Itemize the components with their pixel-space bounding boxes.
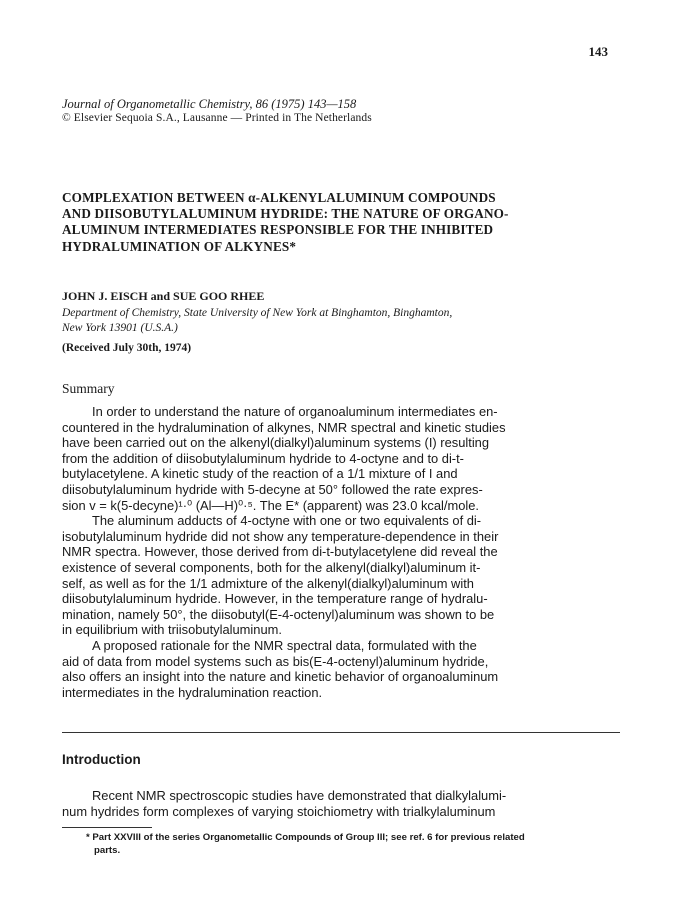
title-line: HYDRALUMINATION OF ALKYNES* <box>62 238 297 254</box>
affiliation-line: Department of Chemistry, State University of New York at Binghamton, Binghamton, <box>62 307 453 319</box>
text-line: diisobutylaluminum hydride with 5-decyne at 50° followed the rate expres- <box>62 481 483 497</box>
text-line: existence of several components, both for the alkenyl(dialkyl)aluminum it- <box>62 559 481 575</box>
page-number: 143 <box>588 44 608 59</box>
introduction-heading: Introduction <box>62 752 141 767</box>
summary-body <box>62 404 622 700</box>
received-date: (Received July 30th, 1974) <box>62 342 192 354</box>
footnote-line: parts. <box>94 844 121 856</box>
affiliation <box>62 306 452 336</box>
article-title <box>62 190 622 255</box>
text-line: A proposed rationale for the NMR spectral data, formulated with the <box>92 637 477 653</box>
text-line: countered in the hydralumination of alkynes, NMR spectral and kinetic studies <box>62 419 506 435</box>
journal-citation: Journal of Organometallic Chemistry, 86 (1975) 143—158 <box>62 97 357 111</box>
text-line: in equilibrium with triisobutylaluminum. <box>62 622 282 638</box>
text-line: intermediates in the hydralumination reaction. <box>62 684 323 700</box>
text-line: from the addition of diisobutylaluminum hydride to 4-octyne and to di-t- <box>62 450 464 466</box>
footnote-divider <box>62 827 152 828</box>
text-line: self, as well as for the 1/1 admixture of the alkenyl(dialkyl)aluminum with <box>62 575 474 591</box>
text-line: butylacetylene. A kinetic study of the reaction of a 1/1 mixture of I and <box>62 466 458 482</box>
title-line: COMPLEXATION BETWEEN α-ALKENYLALUMINUM COMPOUNDS <box>62 190 496 205</box>
text-line: sion v = k(5-decyne)¹·⁰ (Al—H)⁰·⁵. The E* (apparent) was 23.0 kcal/mole. <box>62 497 479 513</box>
text-line: aid of data from model systems such as bis(E-4-octenyl)aluminum hydride, <box>62 653 489 669</box>
text-line: mination, namely 50°, the diisobutyl(E-4-octenyl)aluminum was shown to be <box>62 606 495 622</box>
summary-heading: Summary <box>62 381 115 396</box>
text-line: The aluminum adducts of 4-octyne with one or two equivalents of di- <box>92 513 482 529</box>
affiliation-line: New York 13901 (U.S.A.) <box>62 322 178 334</box>
text-line: num hydrides form complexes of varying stoichiometry with trialkylaluminum <box>62 803 496 819</box>
footnote-line: * Part XXVIII of the series Organometallic Compounds of Group III; see ref. 6 for previous related <box>86 832 525 843</box>
text-line: diisobutylaluminum hydride. However, in the temperature range of hydralu- <box>62 591 488 607</box>
text-line: have been carried out on the alkenyl(dialkyl)aluminum systems (I) resulting <box>62 435 490 451</box>
text-line: also offers an insight into the nature and kinetic behavior of organoaluminum <box>62 669 499 685</box>
text-line: In order to understand the nature of organoaluminum intermediates en- <box>92 404 498 419</box>
section-divider <box>62 732 620 733</box>
authors: JOHN J. EISCH and SUE GOO RHEE <box>62 289 265 303</box>
text-line: NMR spectra. However, those derived from di-t-butylacetylene did reveal the <box>62 544 498 560</box>
title-line: ALUMINUM INTERMEDIATES RESPONSIBLE FOR THE INHIBITED <box>62 222 494 238</box>
copyright-line: © Elsevier Sequoia S.A., Lausanne — Printed in The Netherlands <box>62 112 372 124</box>
introduction-body <box>62 788 622 819</box>
footnote <box>86 832 606 857</box>
text-line: isobutylaluminum hydride did not show any temperature-dependence in their <box>62 528 499 544</box>
title-line: AND DIISOBUTYLALUMINUM HYDRIDE: THE NATURE OF ORGANO- <box>62 206 509 222</box>
text-line: Recent NMR spectroscopic studies have demonstrated that dialkylalumi- <box>92 788 507 803</box>
